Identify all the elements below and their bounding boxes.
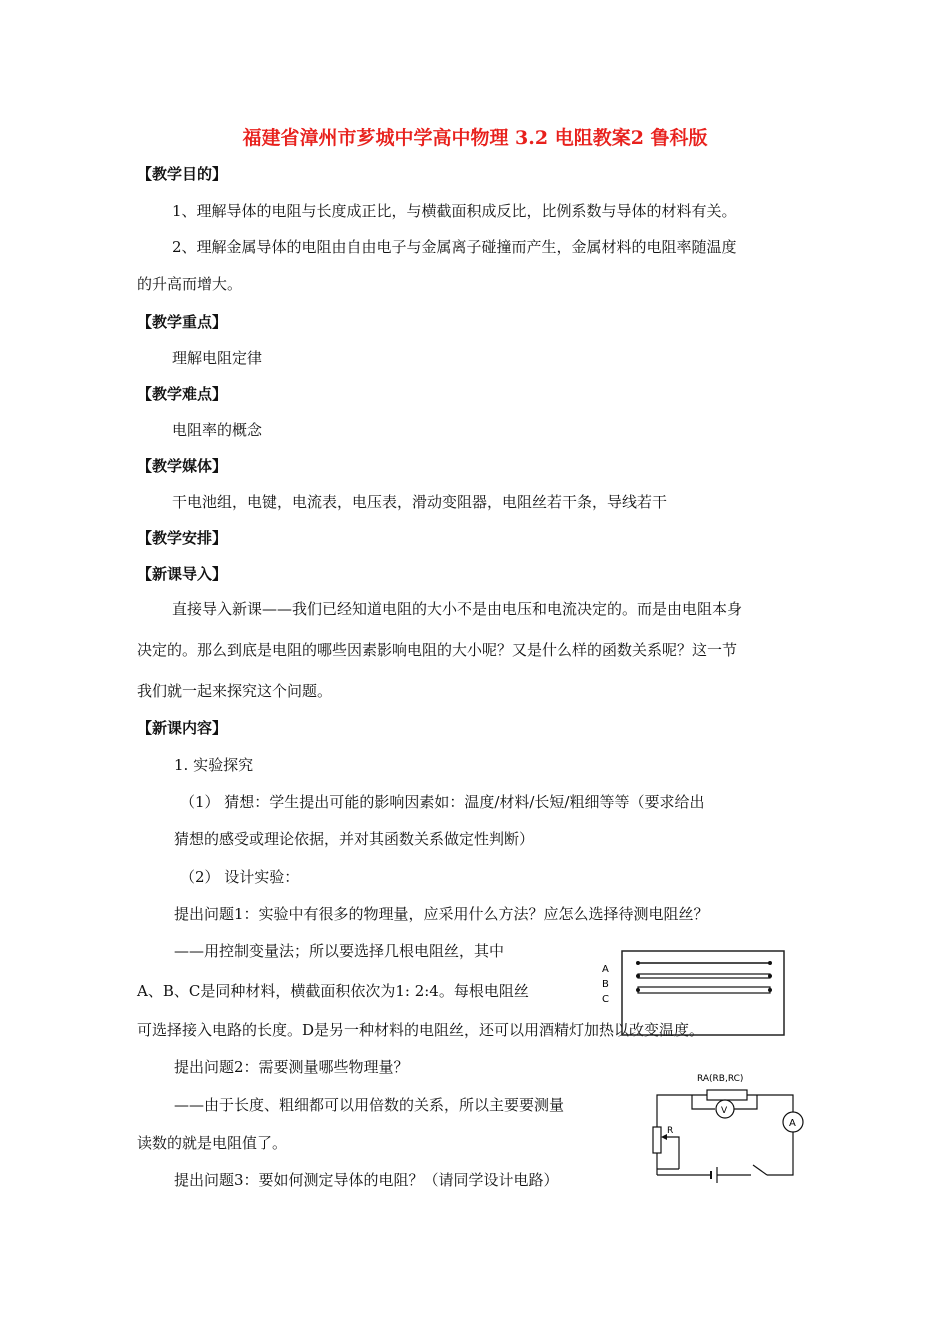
intro-heading: 【新课导入】 xyxy=(137,565,228,583)
media-text: 干电池组，电键，电流表，电压表，滑动变阻器，电阻丝若干条，导线若干 xyxy=(172,493,668,511)
guess-line1: （1） 猜想：学生提出可能的影响因素如：温度/材料/长短/粗细等等（要求给出 xyxy=(180,793,705,811)
resistor-symbol xyxy=(707,1090,747,1100)
rheostat-symbol xyxy=(653,1127,661,1153)
document-title: 福建省漳州市芗城中学高中物理 3.2 电阻教案2 鲁科版 xyxy=(242,127,708,149)
intro-line1: 直接导入新课——我们已经知道电阻的大小不是由电压和电流决定的。而是由电阻本身 xyxy=(172,600,743,618)
difficulty-text: 电阻率的概念 xyxy=(172,421,263,439)
voltmeter-label: V xyxy=(721,1106,728,1116)
measurement-circuit-diagram xyxy=(645,1065,805,1185)
wire-c xyxy=(638,987,770,993)
difficulty-heading: 【教学难点】 xyxy=(137,385,228,403)
question-3: 提出问题3：要如何测定导体的电阻？（请同学设计电路） xyxy=(174,1171,559,1189)
content-heading: 【新课内容】 xyxy=(137,719,228,737)
guess-line2: 猜想的感受或理论依据，并对其函数关系做定性判断） xyxy=(174,830,535,848)
rheostat-label: R xyxy=(667,1126,674,1136)
ammeter-label: A xyxy=(789,1118,796,1129)
resistance-wire-figure xyxy=(600,950,790,1040)
objectives-heading: 【教学目的】 xyxy=(137,165,228,183)
wire-label-b: B xyxy=(602,979,609,990)
intro-line2: 决定的。那么到底是电阻的哪些因素影响电阻的大小呢？又是什么样的函数关系呢？这一节 xyxy=(137,641,738,659)
design: （2） 设计实验： xyxy=(180,868,300,886)
wire-label-a: A xyxy=(602,964,609,975)
question-2: 提出问题2：需要测量哪些物理量？ xyxy=(174,1058,409,1076)
key-text: 理解电阻定律 xyxy=(172,349,263,367)
answer-2-line1: ——由于长度、粗细都可以用倍数的关系，所以主要要测量 xyxy=(174,1096,565,1114)
arrangement-heading: 【教学安排】 xyxy=(137,529,228,547)
wire-b xyxy=(638,974,770,978)
intro-line3: 我们就一起来探究这个问题。 xyxy=(137,682,333,700)
answer-2-line2: 读数的就是电阻值了。 xyxy=(137,1134,288,1152)
objective-1: 1、理解导体的电阻与长度成正比，与横截面积成反比，比例系数与导体的材料有关。 xyxy=(172,202,737,220)
key-heading: 【教学重点】 xyxy=(137,313,228,331)
item-1: 1. 实验探究 xyxy=(174,756,254,774)
answer-1-line1: ——用控制变量法；所以要选择几根电阻丝，其中 xyxy=(174,942,505,960)
objective-2-line2: 的升高而增大。 xyxy=(137,275,243,293)
question-1: 提出问题1：实验中有很多的物理量，应采用什么方法？应怎么选择待测电阻丝？ xyxy=(174,905,709,923)
answer-1-line3: 可选择接入电路的长度。D是另一种材料的电阻丝，还可以用酒精灯加热以改变温度。 xyxy=(137,1021,705,1039)
answer-1-line2: A、B、C是同种材料，横截面积依次为1: 2:4。每根电阻丝 xyxy=(137,982,529,1000)
wire-label-c: C xyxy=(602,994,609,1005)
objective-2-line1: 2、理解金属导体的电阻由自由电子与金属离子碰撞而产生，金属材料的电阻率随温度 xyxy=(172,238,737,256)
resistor-label: RA(RB,RC) xyxy=(697,1074,744,1084)
switch-symbol xyxy=(753,1165,767,1175)
media-heading: 【教学媒体】 xyxy=(137,457,228,475)
